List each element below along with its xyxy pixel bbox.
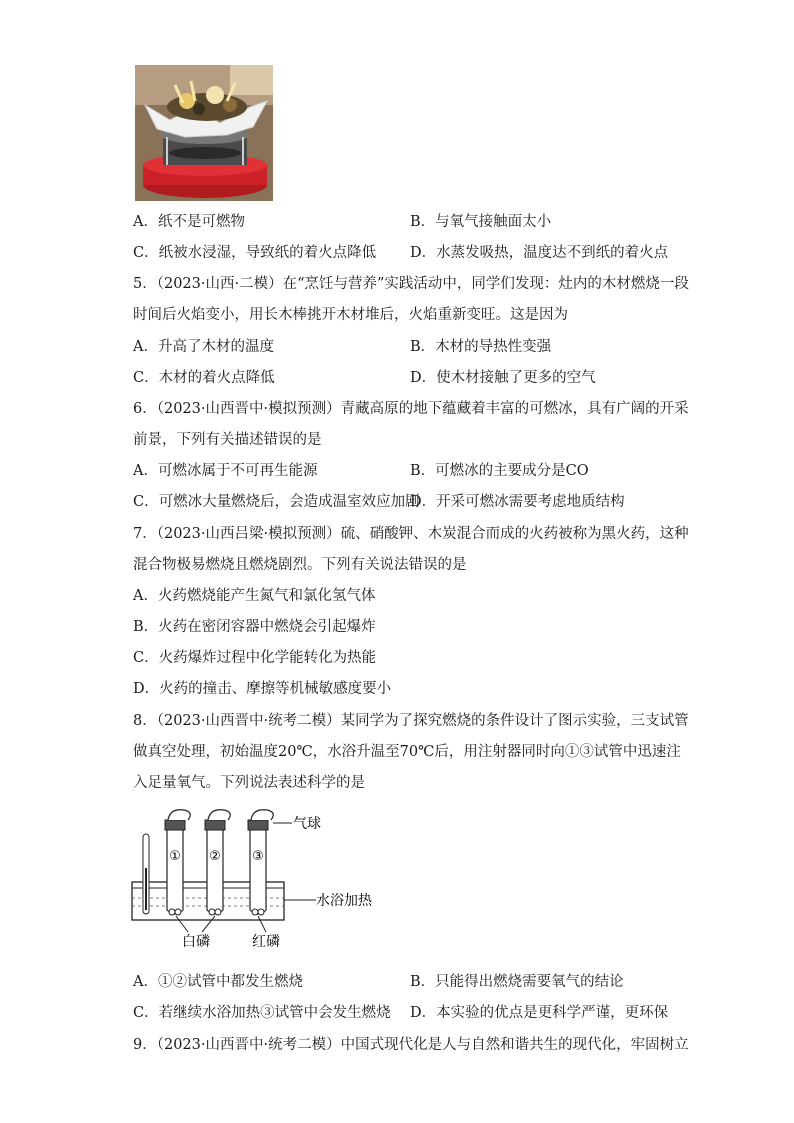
q9-stem-line-1: 9．（2023·山西晋中·统考二模）中国式现代化是人与自然和谐共生的现代化，牢固树立 <box>133 1037 689 1053</box>
q6-option-b: B．可燃冰的主要成分是CO <box>410 463 589 479</box>
q5-option-b: B．木材的导热性变强 <box>410 339 552 355</box>
q5-stem-line-1: 5．（2023·山西·二模）在“烹饪与营养”实践活动中，同学们发现：灶内的木材燃烧一段 <box>133 276 689 292</box>
tube-2-label: ② <box>209 849 221 864</box>
q6-stem-line-1: 6．（2023·山西晋中·模拟预测）青藏高原的地下蕴藏着丰富的可燃冰，具有广阔的开采 <box>133 401 689 417</box>
q6-stem-line-2: 前景，下列有关描述错误的是 <box>133 432 322 448</box>
q7-option-c: C．火药爆炸过程中化学能转化为热能 <box>133 650 377 666</box>
q7-option-b: B．火药在密闭容器中燃烧会引起爆炸 <box>133 619 376 635</box>
q4-option-d: D．水蒸发吸热，温度达不到纸的着火点 <box>410 245 669 261</box>
combustion-experiment-diagram <box>126 808 386 954</box>
tube-3-label: ③ <box>252 849 264 864</box>
q5-option-d: D．使木材接触了更多的空气 <box>410 370 596 386</box>
q7-option-d: D．火药的撞击、摩擦等机械敏感度要小 <box>133 681 392 697</box>
tube-1-label: ① <box>169 849 181 864</box>
q5-stem-line-2: 时间后火焰变小，用长木棒挑开木材堆后，火焰重新变旺。这是因为 <box>133 307 568 323</box>
q8-stem-line-1: 8．（2023·山西晋中·统考二模）某同学为了探究燃烧的条件设计了图示实验，三支试管 <box>133 713 689 729</box>
q4-option-b: B．与氧气接触面太小 <box>410 214 552 230</box>
q7-option-a: A．火药燃烧能产生氮气和氯化氢气体 <box>133 588 376 604</box>
balloon-label: 气球 <box>293 816 321 832</box>
water-bath-label: 水浴加热 <box>316 893 372 909</box>
q5-option-a: A．升高了木材的温度 <box>133 339 274 355</box>
q4-option-c: C．纸被水浸湿，导致纸的着火点降低 <box>133 245 377 261</box>
q6-option-c: C．可燃冰大量燃烧后，会造成温室效应加剧 <box>133 494 420 510</box>
paper-pot-photo <box>135 65 273 201</box>
q8-stem-line-3: 入足量氧气。下列说法表述科学的是 <box>133 775 365 791</box>
q5-option-c: C．木材的着火点降低 <box>133 370 275 386</box>
red-phosphorus-label: 红磷 <box>252 934 280 950</box>
q7-stem-line-2: 混合物极易燃烧且燃烧剧烈。下列有关说法错误的是 <box>133 557 467 573</box>
q6-option-a: A．可燃冰属于不可再生能源 <box>133 463 318 479</box>
q8-stem-line-2: 做真空处理，初始温度20℃，水浴升温至70℃后，用注射器同时向①③试管中迅速注 <box>133 744 681 760</box>
q8-option-b: B．只能得出燃烧需要氧气的结论 <box>410 974 624 990</box>
q7-stem-line-1: 7．（2023·山西吕梁·模拟预测）硫、硝酸钾、木炭混合而成的火药被称为黑火药，这种 <box>133 526 689 542</box>
white-phosphorus-label: 白磷 <box>182 934 210 950</box>
q6-option-d: D．开采可燃冰需要考虑地质结构 <box>410 494 625 510</box>
q8-option-c: C．若继续水浴加热③试管中会发生燃烧 <box>133 1005 391 1021</box>
q8-option-a: A．①②试管中都发生燃烧 <box>133 974 303 990</box>
q4-option-a: A．纸不是可燃物 <box>133 214 245 230</box>
q8-option-d: D．本实验的优点是更科学严谨，更环保 <box>410 1005 669 1021</box>
